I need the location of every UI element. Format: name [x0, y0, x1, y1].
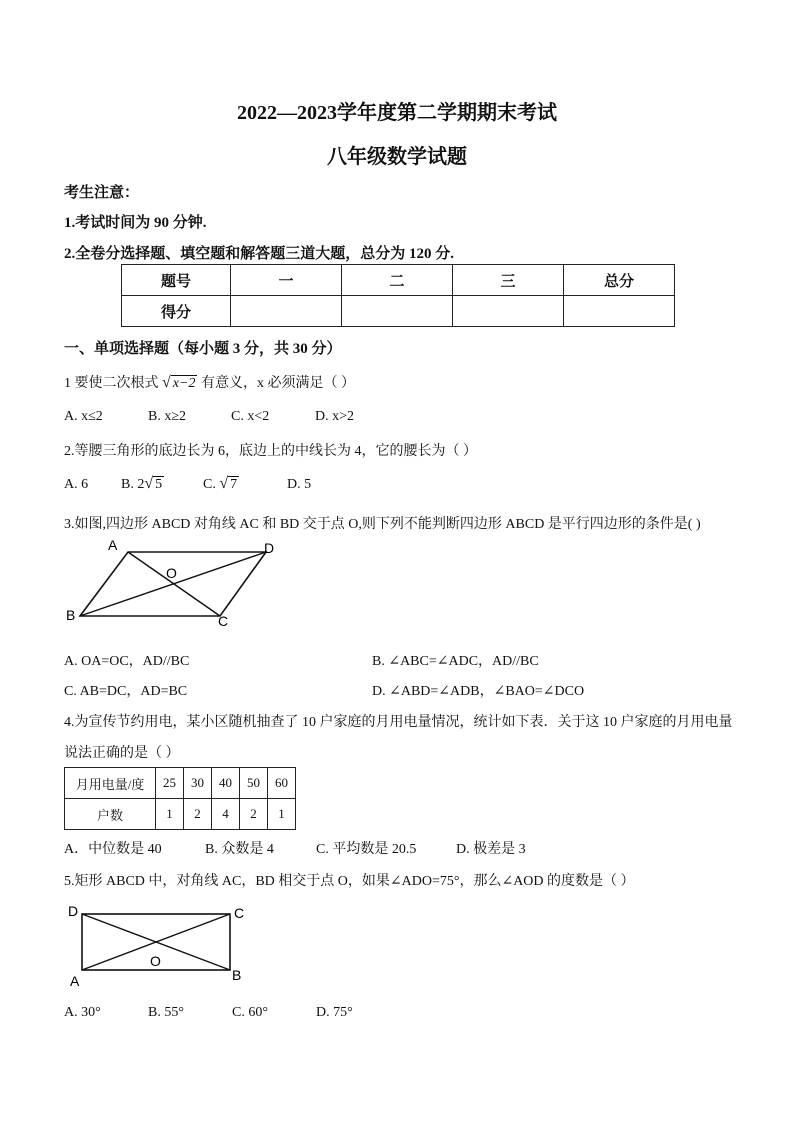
score-table: [121, 264, 675, 327]
q2-option-b-label: B. 2: [121, 477, 145, 492]
question-4-line-2: 说法正确的是（ ）: [64, 746, 180, 761]
score-header-cell: 题号: [122, 265, 231, 296]
label-d: D: [68, 903, 79, 919]
q1-option-d: D. x>2: [315, 409, 355, 424]
notice-item-1: 1.考试时间为 90 分钟.: [64, 215, 207, 231]
question-3: 3.如图,四边形 ABCD 对角线 AC 和 BD 交于点 O,则下列不能判断四边形 ABCD 是平行四边形的条件是( ): [64, 517, 701, 532]
q1-option-b: B. x≥2: [148, 409, 187, 424]
table-cell: 25: [156, 768, 184, 799]
table-cell: 2: [240, 799, 268, 830]
notice-item-2: 2.全卷分选择题、填空题和解答题三道大题，总分为 120 分.: [64, 246, 455, 262]
sqrt-expression: √ 7: [219, 475, 238, 492]
q4-option-a: A．中位数是 40: [64, 842, 162, 857]
label-d: D: [264, 540, 275, 556]
sqrt-expression: √ 5: [144, 475, 163, 492]
table-cell: 60: [268, 768, 296, 799]
section-heading: 一、单项选择题（每小题 3 分，共 30 分）: [64, 341, 342, 357]
label-c: C: [234, 905, 245, 921]
table-cell: 1: [268, 799, 296, 830]
table-cell: 4: [212, 799, 240, 830]
question-2: 2.等腰三角形的底边长为 6，底边上的中线长为 4，它的腰长为（ ）: [64, 444, 477, 459]
label-a: A: [70, 973, 80, 989]
q2-option-d: D. 5: [287, 477, 312, 492]
question-1-suffix: 有意义，x 必须满足（ ）: [200, 376, 355, 391]
label-b: B: [232, 967, 242, 983]
table-cell: 40: [212, 768, 240, 799]
radicand: x−2: [172, 376, 196, 391]
q2-option-b: [121, 475, 164, 493]
label-o: O: [150, 953, 161, 969]
q1-option-a: A. x≤2: [64, 409, 103, 424]
table-cell: 户数: [65, 799, 156, 830]
question-1: [64, 372, 355, 392]
score-row-label: 得分: [122, 296, 231, 327]
table-cell: 50: [240, 768, 268, 799]
score-cell[interactable]: [231, 296, 342, 327]
q3-option-d: D. ∠ABD=∠ADB，∠BAO=∠DCO: [372, 684, 585, 699]
label-o: O: [166, 565, 177, 581]
diagonal-bd: [80, 552, 266, 616]
q2-option-c-label: C.: [203, 477, 216, 492]
q4-option-b: B. 众数是 4: [205, 842, 274, 857]
q5-option-c: C. 60°: [232, 1005, 268, 1020]
score-header-cell: 二: [342, 265, 453, 296]
score-header-cell: 三: [453, 265, 564, 296]
radicand: 5: [155, 477, 163, 492]
electricity-data-row: [65, 799, 296, 830]
q3-option-b: B. ∠ABC=∠ADC，AD//BC: [372, 654, 539, 669]
score-cell[interactable]: [564, 296, 675, 327]
question-5: 5.矩形 ABCD 中，对角线 AC，BD 相交于点 O，如果∠ADO=75°，那么∠AOD 的度数是（ ）: [64, 874, 635, 889]
table-cell: 1: [156, 799, 184, 830]
label-a: A: [108, 537, 118, 553]
electricity-header-row: [65, 768, 296, 799]
score-header-cell: 一: [231, 265, 342, 296]
q4-option-c: C. 平均数是 20.5: [316, 842, 417, 857]
score-table-row: [122, 296, 675, 327]
radicand: 7: [230, 477, 238, 492]
notice-heading: 考生注意：: [64, 185, 140, 201]
q2-option-a: A. 6: [64, 477, 89, 492]
score-table-header-row: [122, 265, 675, 296]
q1-option-c: C. x<2: [231, 409, 270, 424]
q2-option-c: [203, 475, 239, 493]
q4-option-d: D. 极差是 3: [456, 842, 526, 857]
q5-option-b: B. 55°: [148, 1005, 184, 1020]
score-cell[interactable]: [342, 296, 453, 327]
parallelogram-figure: [60, 536, 300, 632]
table-cell: 30: [184, 768, 212, 799]
rectangle-figure: [64, 898, 254, 990]
exam-subtitle: 八年级数学试题: [327, 146, 467, 168]
label-b: B: [66, 607, 76, 623]
q5-option-a: A. 30°: [64, 1005, 101, 1020]
exam-title: 2022—2023学年度第二学期期末考试: [237, 102, 557, 124]
question-4-line-1: 4.为宣传节约用电，某小区随机抽查了 10 户家庭的月用电量情况，统计如下表．关于这 10 户家庭的月用电量: [64, 715, 733, 730]
score-header-cell: 总分: [564, 265, 675, 296]
table-cell: 月用电量/度: [65, 768, 156, 799]
label-c: C: [218, 613, 229, 629]
table-cell: 2: [184, 799, 212, 830]
q3-option-c: C. AB=DC，AD=BC: [64, 684, 188, 699]
score-cell[interactable]: [453, 296, 564, 327]
sqrt-expression: √ x−2: [162, 374, 196, 391]
question-1-prefix: 1 要使二次根式: [64, 376, 159, 391]
q5-option-d: D. 75°: [316, 1005, 353, 1020]
q3-option-a: A. OA=OC，AD//BC: [64, 654, 190, 669]
electricity-table: [64, 767, 296, 830]
